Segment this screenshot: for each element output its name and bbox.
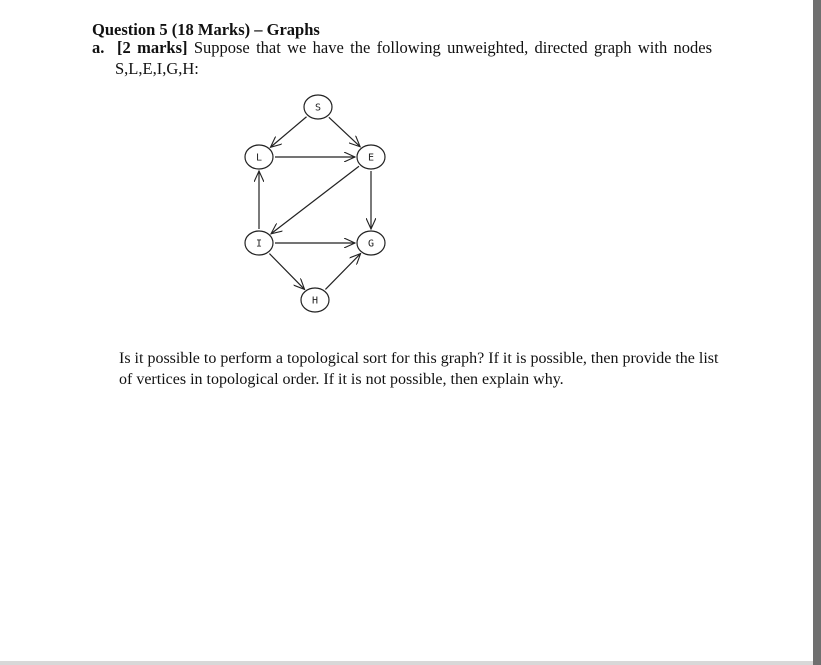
- part-a-line2: S,L,E,I,G,H:: [115, 59, 199, 78]
- node-h: [301, 288, 329, 312]
- edge-i-to-h: [269, 254, 304, 290]
- node-i: [245, 231, 273, 255]
- node-g: [357, 231, 385, 255]
- node-label: G: [367, 238, 375, 250]
- part-a-line1: Suppose that we have the following unweighted, directed graph with nodes: [193, 38, 713, 57]
- part-a-marks: [2 marks]: [117, 38, 188, 57]
- node-label: L: [255, 152, 263, 164]
- edge-s-to-e: [329, 117, 360, 146]
- node-label: E: [367, 152, 375, 164]
- node-e: [357, 145, 385, 169]
- part-a-label: a.: [92, 38, 105, 57]
- node-label: H: [311, 295, 319, 307]
- topological-sort-question: Is it possible to perform a topological sort for this graph? If it is possible, then provide the list of vertices in topological order. If it is not possible, then explain why.: [119, 350, 719, 388]
- question-title: Question 5 (18 Marks) – Graphs: [92, 20, 320, 39]
- edge-e-to-i: [271, 166, 359, 234]
- edge-h-to-g: [325, 254, 360, 290]
- node-label: I: [255, 238, 263, 250]
- edge-s-to-l: [270, 117, 306, 148]
- node-l: [245, 145, 273, 169]
- node-s: [304, 95, 332, 119]
- node-label: S: [314, 102, 322, 114]
